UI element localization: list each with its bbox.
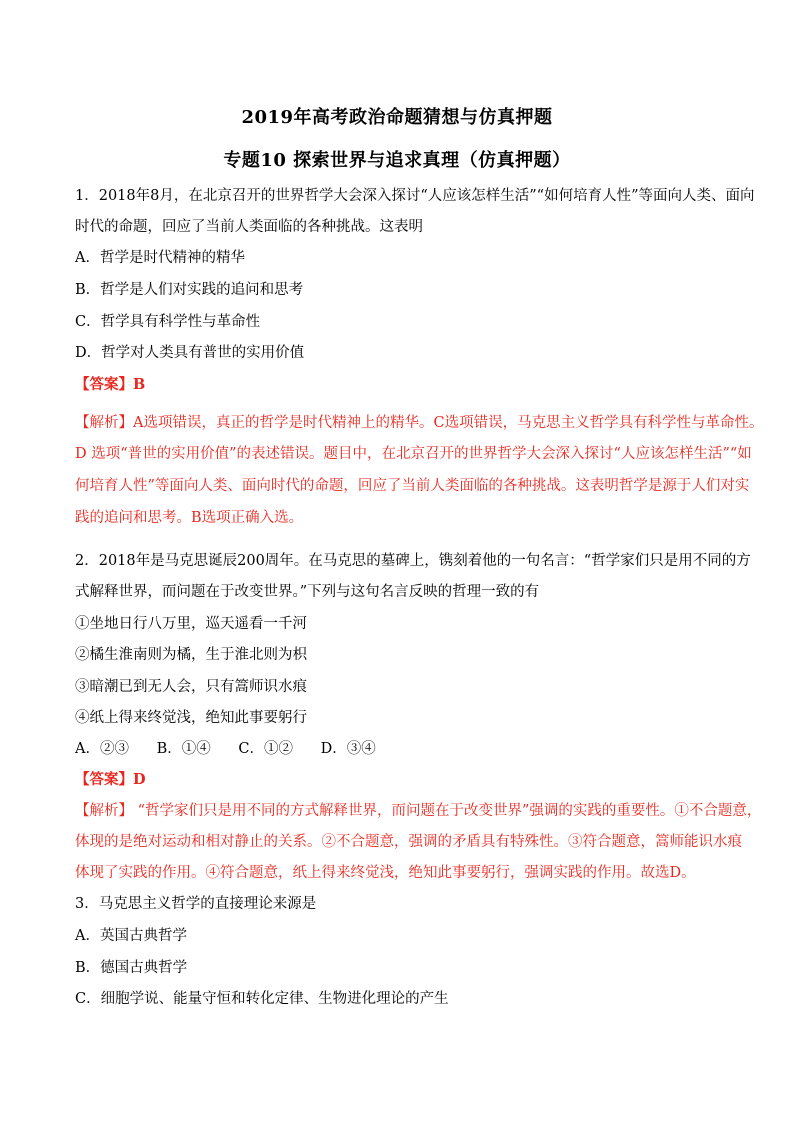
q2-analysis-line-3: 体现了实践的作用。④符合题意，纸上得来终觉浅，绝知此事要躬行，强调实践的作用。故选D。 <box>75 865 696 881</box>
q1-analysis-line-3: 何培育人性”等面向人类、面向时代的命题，回应了当前人类面临的各种挑战。这表明哲学是源于人们对实 <box>75 478 750 494</box>
q2-answer: 【答案】D <box>75 771 146 788</box>
q2-item-1: ①坐地日行八万里，巡天遥看一千河 <box>75 616 307 632</box>
q3-option-c: C．细胞学说、能量守恒和转化定律、生物进化理论的产生 <box>75 991 449 1007</box>
q1-option-c: C．哲学具有科学性与革命性 <box>75 314 261 330</box>
q2-options: A．②③ B．①④ C．①② D．③④ <box>75 741 376 757</box>
q1-option-a: A．哲学是时代精神的精华 <box>75 250 245 266</box>
q1-stem-line-1: 1．2018年8月，在北京召开的世界哲学大会深入探讨“人应该怎样生活”“如何培育人性”等面向人类、面向 <box>75 188 755 204</box>
q2-item-3: ③暗潮已到无人会，只有篙师识水痕 <box>75 679 307 695</box>
q3-option-b: B．德国古典哲学 <box>75 960 188 976</box>
q1-answer: 【答案】B <box>75 376 146 393</box>
q2-analysis-line-2: 体现的是绝对运动和相对静止的关系。②不合题意，强调的矛盾具有特殊性。③符合题意，篙师能识水痕 <box>75 834 742 850</box>
q1-analysis-line-1: 【解析】A选项错误，真正的哲学是时代精神上的精华。C选项错误，马克思主义哲学具有科学性与革命性。 <box>75 415 764 431</box>
q2-analysis-line-1: 【解析】 “哲学家们只是用不同的方式解释世界，而问题在于改变世界”强调的实践的重要性。①不合题意， <box>75 803 762 819</box>
q2-item-4: ④纸上得来终觉浅，绝知此事要躬行 <box>75 710 307 726</box>
q2-item-2: ②橘生淮南则为橘，生于淮北则为枳 <box>75 647 307 663</box>
q1-analysis-line-2: D 选项“普世的实用价值”的表述错误。题目中，在北京召开的世界哲学大会深入探讨“人应该怎样生活”“如 <box>75 446 752 462</box>
document-subtitle: 专题10 探索世界与追求真理（仿真押题） <box>223 150 571 171</box>
q3-option-a: A．英国古典哲学 <box>75 928 187 944</box>
q1-option-d: D．哲学对人类具有普世的实用价值 <box>75 345 305 361</box>
q1-stem-line-2: 时代的命题，回应了当前人类面临的各种挑战。这表明 <box>75 219 423 235</box>
document-title: 2019年高考政治命题猜想与仿真押题 <box>241 107 553 128</box>
q2-stem-line-1: 2．2018年是马克思诞辰200周年。在马克思的墓碑上，镌刻着他的一句名言：“哲学家们只是用不同的方 <box>75 553 751 569</box>
q3-stem: 3．马克思主义哲学的直接理论来源是 <box>75 896 317 912</box>
q2-stem-line-2: 式解释世界，而问题在于改变世界。”下列与这句名言反映的哲理一致的有 <box>75 584 540 600</box>
q1-option-b: B．哲学是人们对实践的追问和思考 <box>75 282 304 298</box>
q1-analysis-line-4: 践的追问和思考。B选项正确入选。 <box>75 510 304 526</box>
